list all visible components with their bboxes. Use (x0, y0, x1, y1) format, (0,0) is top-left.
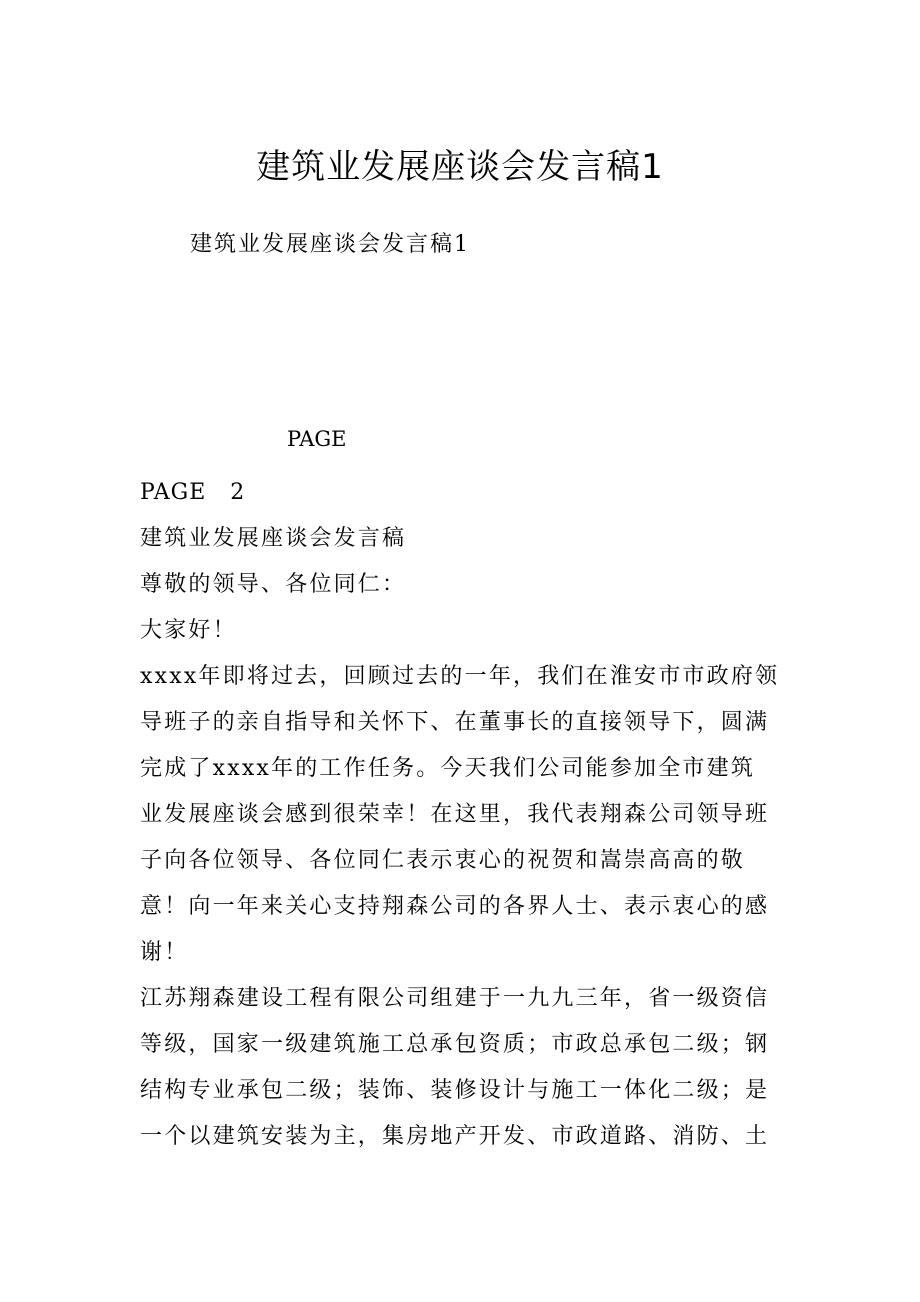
document-title: 建筑业发展座谈会发言稿1 (256, 147, 664, 187)
body-line: 完成了xxxx年的工作任务。今天我们公司能参加全市建筑 (140, 756, 756, 781)
body-line: 导班子的亲自指导和关怀下、在董事长的直接领导下，圆满 (140, 710, 770, 735)
body-line: 子向各位领导、各位同仁表示衷心的祝贺和嵩崇高高的敬 (140, 848, 746, 873)
page-field-code: PAGE (287, 427, 347, 451)
body-line: 尊敬的领导、各位同仁： (140, 572, 407, 597)
document-body (140, 470, 782, 1160)
page-number-line: PAGE 2 (140, 480, 246, 505)
body-line: 意！向一年来关心支持翔森公司的各界人士、表示衷心的感 (140, 894, 770, 919)
body-line: xxxx年即将过去，回顾过去的一年，我们在淮安市市政府领 (140, 664, 780, 689)
body-line: 江苏翔森建设工程有限公司组建于一九九三年，省一级资信 (140, 986, 770, 1011)
body-line: 等级，国家一级建筑施工总承包资质；市政总承包二级；钢 (140, 1032, 770, 1057)
document-subtitle: 建筑业发展座谈会发言稿1 (190, 232, 470, 257)
body-line: 业发展座谈会感到很荣幸！在这里，我代表翔森公司领导班 (140, 802, 770, 827)
body-line: 谢！ (140, 940, 189, 965)
body-line: 大家好！ (140, 618, 237, 643)
body-line: 建筑业发展座谈会发言稿 (140, 526, 407, 551)
body-line: 结构专业承包二级；装饰、装修设计与施工一体化二级；是 (140, 1078, 770, 1103)
body-line: 一个以建筑安装为主，集房地产开发、市政道路、消防、土 (140, 1124, 770, 1149)
